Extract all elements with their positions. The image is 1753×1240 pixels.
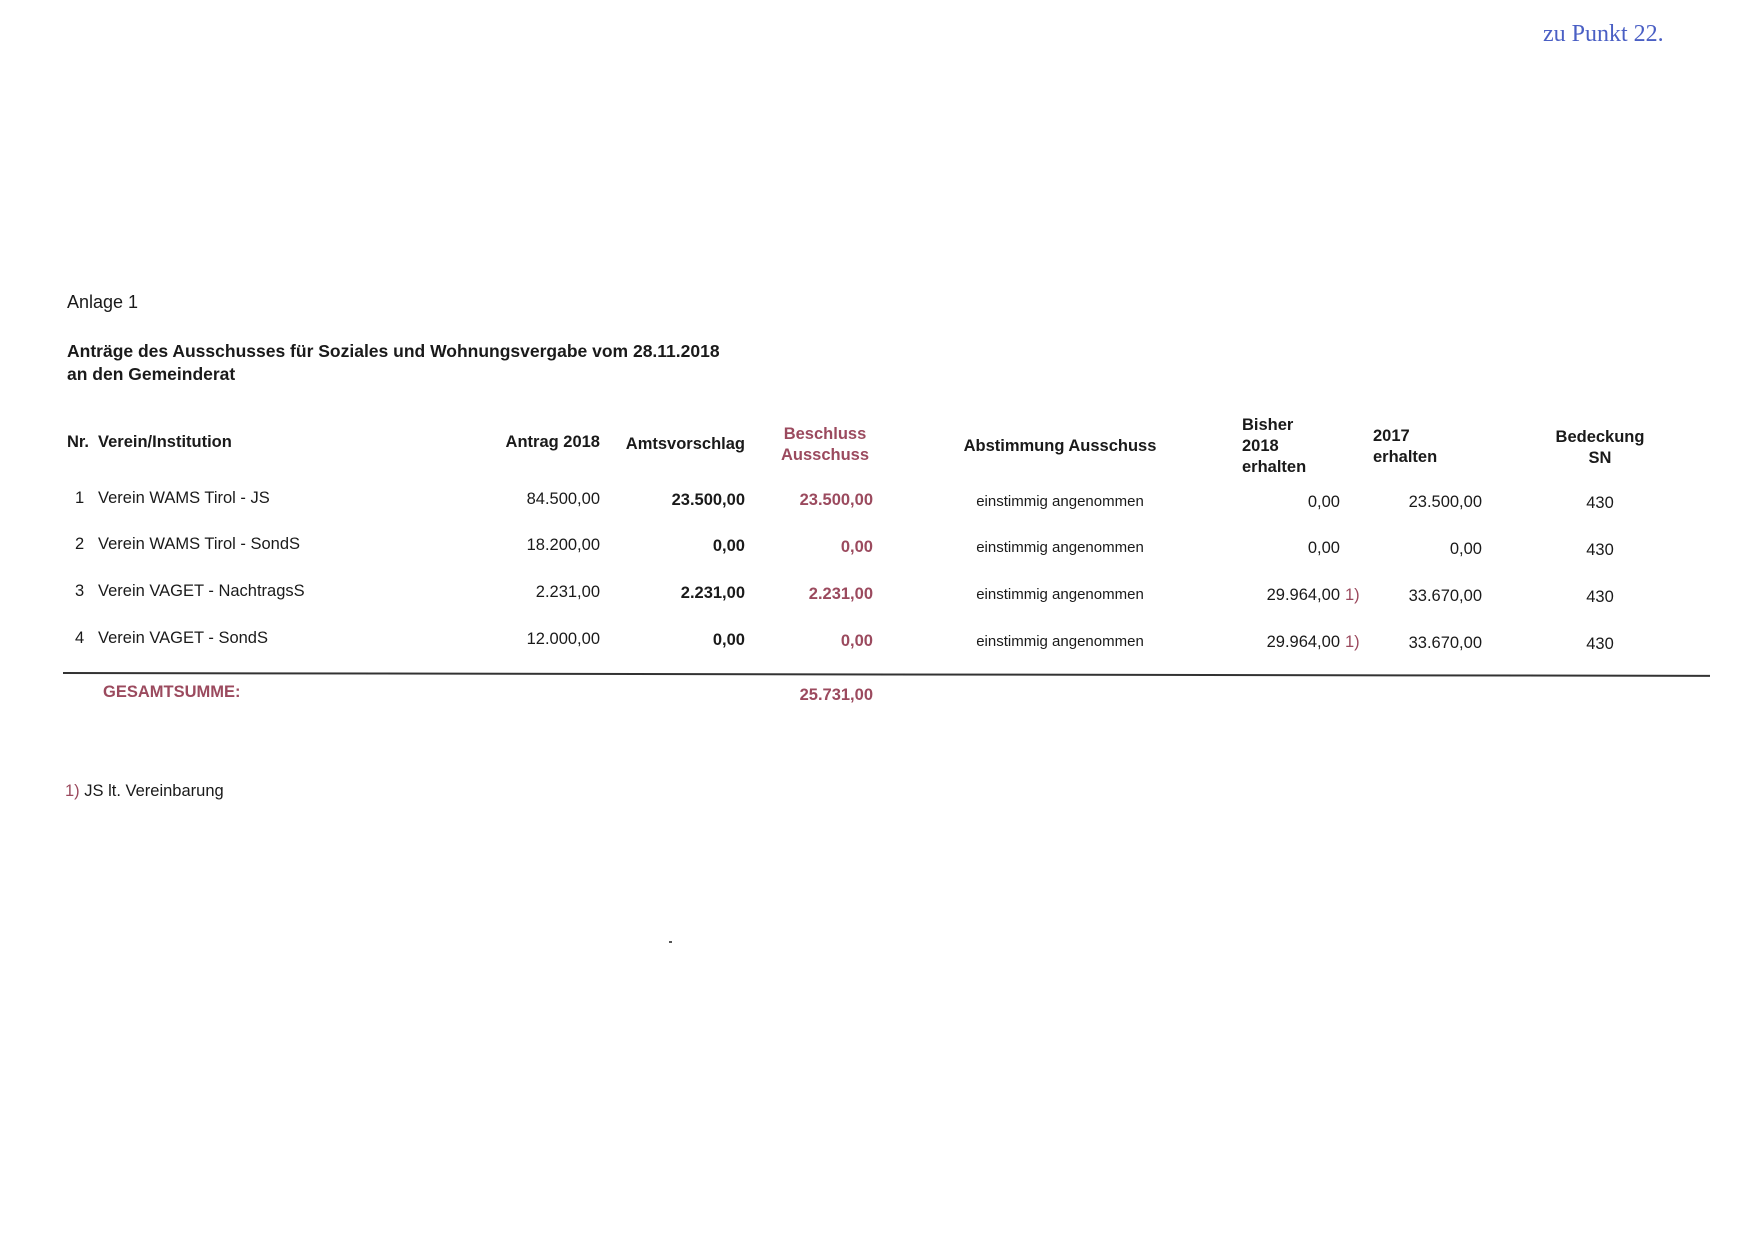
row-verein: Verein VAGET - NachtragsS [98, 582, 305, 600]
total-label: GESAMTSUMME: [103, 683, 241, 701]
title-line-2: an den Gemeinderat [67, 364, 236, 384]
row-bisher: 0,00 [1307, 493, 1340, 511]
header-abstimmung: Abstimmung Ausschuss [963, 437, 1157, 455]
document-title [67, 340, 720, 386]
header-bisher-line-2: 2018 [1242, 437, 1279, 455]
row-verein: Verein WAMS Tirol - SondS [98, 535, 301, 553]
header-bedeckung [1540, 427, 1660, 469]
row-bedeckung: 430 [1586, 635, 1614, 653]
row-nr: 1 [75, 489, 85, 507]
row-verein: Verein VAGET - SondS [98, 629, 268, 647]
row-beschluss: 23.500,00 [799, 491, 873, 509]
row-bedeckung: 430 [1586, 588, 1614, 606]
row-beschluss: 0,00 [840, 632, 873, 650]
row-amtsvorschlag: 23.500,00 [671, 491, 745, 509]
total-divider [63, 672, 1710, 677]
row-amtsvorschlag: 2.231,00 [680, 584, 745, 602]
footnote-marker: 1) [65, 782, 80, 800]
row-bedeckung: 430 [1586, 494, 1614, 512]
header-bedeckung-line-2: SN [1588, 449, 1612, 467]
row-bisher-note: 1) [1345, 633, 1360, 651]
row-verein: Verein WAMS Tirol - JS [98, 489, 270, 507]
agenda-stamp: zu Punkt 22. [1543, 21, 1664, 47]
header-amtsvorschlag: Amtsvorschlag [625, 435, 745, 453]
row-antrag: 84.500,00 [526, 490, 600, 508]
row-nr: 2 [75, 535, 85, 553]
total-value: 25.731,00 [799, 686, 873, 704]
row-beschluss: 2.231,00 [808, 585, 873, 603]
row-antrag: 18.200,00 [526, 536, 600, 554]
row-bisher: 29.964,00 [1266, 586, 1340, 604]
header-2017-line-1: 2017 [1373, 427, 1410, 445]
row-antrag: 2.231,00 [535, 583, 600, 601]
scan-speck [669, 941, 672, 943]
header-beschluss-line-1: Beschluss [783, 425, 867, 443]
row-amtsvorschlag: 0,00 [712, 631, 745, 649]
header-bisher [1242, 415, 1306, 478]
header-beschluss [765, 424, 885, 466]
attachment-label: Anlage 1 [67, 292, 139, 312]
row-bisher: 29.964,00 [1266, 633, 1340, 651]
row-bisher-note: 1) [1345, 586, 1360, 604]
header-2017 [1373, 426, 1437, 468]
row-abstimmung: einstimmig angenommen [976, 493, 1144, 510]
header-bisher-line-1: Bisher [1242, 416, 1294, 434]
row-nr: 3 [75, 582, 85, 600]
row-2017: 0,00 [1449, 540, 1482, 558]
header-nr: Nr. [67, 433, 90, 451]
row-antrag: 12.000,00 [526, 630, 600, 648]
footnote [65, 782, 224, 801]
footnote-text: JS lt. Vereinbarung [84, 782, 224, 800]
header-antrag: Antrag 2018 [505, 433, 600, 451]
header-verein: Verein/Institution [98, 433, 232, 451]
row-2017: 33.670,00 [1408, 634, 1482, 652]
row-bisher: 0,00 [1307, 539, 1340, 557]
header-bisher-line-3: erhalten [1242, 458, 1307, 476]
row-bedeckung: 430 [1586, 541, 1614, 559]
row-abstimmung: einstimmig angenommen [976, 633, 1144, 650]
header-beschluss-line-2: Ausschuss [780, 446, 870, 464]
row-beschluss: 0,00 [840, 538, 873, 556]
row-abstimmung: einstimmig angenommen [976, 586, 1144, 603]
row-2017: 33.670,00 [1408, 587, 1482, 605]
title-line-1: Anträge des Ausschusses für Soziales und Wohnungsvergabe vom 28.11.2018 [67, 341, 720, 361]
header-bedeckung-line-1: Bedeckung [1555, 428, 1645, 446]
row-nr: 4 [75, 629, 85, 647]
header-2017-line-2: erhalten [1373, 448, 1438, 466]
row-abstimmung: einstimmig angenommen [976, 539, 1144, 556]
row-2017: 23.500,00 [1408, 493, 1482, 511]
row-amtsvorschlag: 0,00 [712, 537, 745, 555]
